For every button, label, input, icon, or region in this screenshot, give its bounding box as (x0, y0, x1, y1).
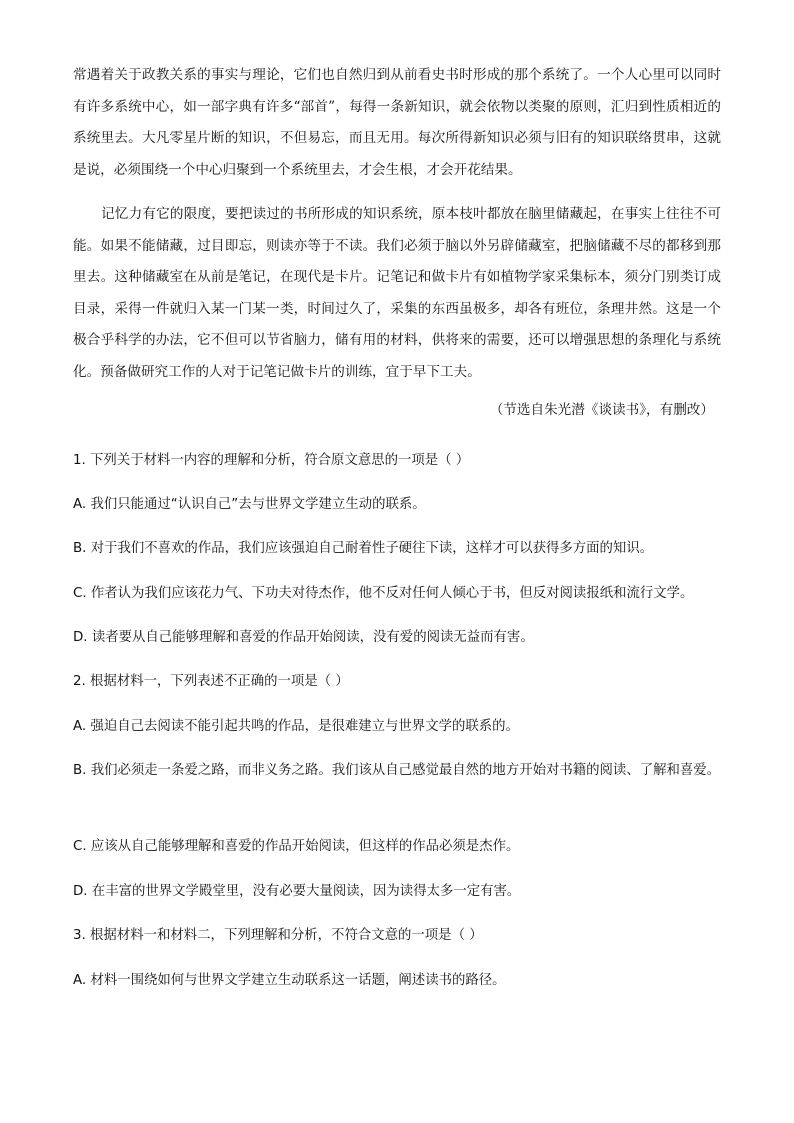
question-2-stem: 2. 根据材料一，下列表述不正确的一项是（ ） (73, 674, 349, 689)
question-1-option-c: C. 作者认为我们应该花力气、下功夫对待杰作，他不反对任何人倾心于书，但反对阅读报纸和流行文学。 (73, 586, 694, 601)
question-2-option-a: A. 强迫自己去阅读不能引起共鸣的作品，是很难建立与世界文学的联系的。 (73, 719, 519, 734)
question-1-option-d: D. 读者要从自己能够理解和喜爱的作品开始阅读，没有爱的阅读无益而有害。 (73, 630, 534, 645)
question-3-option-a: A. 材料一围绕如何与世界文学建立生动联系这一话题，阐述读书的路径。 (73, 973, 506, 988)
question-2-option-d: D. 在丰富的世界文学殿堂里，没有必要大量阅读，因为读得太多一定有害。 (73, 884, 521, 899)
passage-paragraph-2: 记忆力有它的限度，要把读过的书所形成的知识系统，原本枝叶都放在脑里储藏起，在事实上往往不可能。如果不能储藏，过目即忘，则读亦等于不读。我们必须于脑以外另辟储藏室，把脑储藏不尽的都移到那里去。这种储藏室在从前是笔记，在现代是卡片。记笔记和做卡片有如植物学家采集标本，须分门别类订成目录，采得一件就归入某一门某一类，时间过久了，采集的东西虽极多，却各有班位，条理井然。这是一个极合乎科学的办法，它不但可以节省脑力，储有用的材料，供将来的需要，还可以增强思想的条理化与系统化。预备做研究工作的人对于记笔记做卡片的训练，宜于早下工夫。 (73, 206, 721, 380)
question-1-stem: 1. 下列关于材料一内容的理解和分析，符合原文意思的一项是（ ） (73, 453, 470, 468)
passage-paragraph-1: 常遇着关于政教关系的事实与理论，它们也自然归到从前看史书时形成的那个系统了。一个人心里可以同时有许多系统中心，如一部字典有许多“部首”，每得一条新知识，就会依物以类聚的原则，汇归到性质相近的系统里去。大凡零星片断的知识，不但易忘，而且无用。每次所得新知识必须与旧有的知识联络贯串，这就是说，必须围绕一个中心归聚到一个系统里去，才会生根，才会开花结果。 (73, 67, 721, 178)
question-2-option-b: B. 我们必须走一条爱之路，而非义务之路。我们该从自己感觉最自然的地方开始对书籍的阅读、了解和喜爱。 (73, 763, 721, 778)
question-2-option-c: C. 应该从自己能够理解和喜爱的作品开始阅读，但这样的作品必须是杰作。 (73, 839, 520, 854)
question-1-option-a: A. 我们只能通过“认识自己”去与世界文学建立生动的联系。 (73, 497, 426, 512)
passage-citation: （节选自朱光潜《谈读书》，有删改） (489, 402, 714, 418)
question-1-option-b: B. 对于我们不喜欢的作品，我们应该强迫自己耐着性子硬往下读，这样才可以获得多方面的知识。 (73, 541, 654, 556)
question-3-stem: 3. 根据材料一和材料二，下列理解和分析，不符合文意的一项是（ ） (73, 928, 483, 943)
